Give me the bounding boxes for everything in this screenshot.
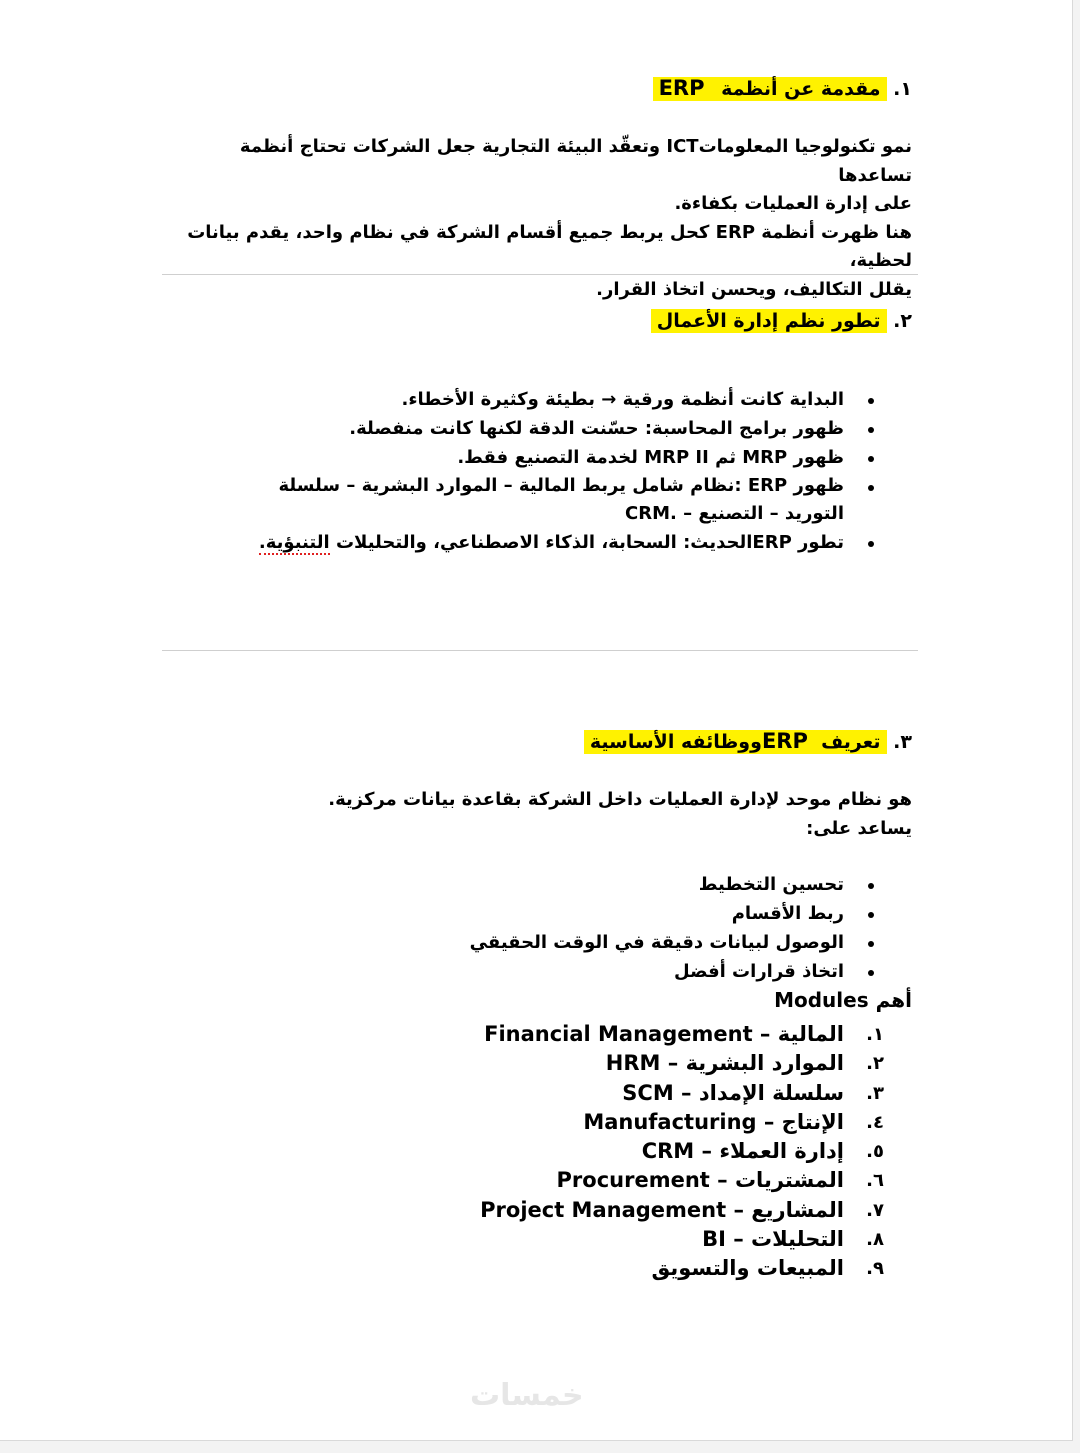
module-item: ١. المالية – Financial Management [484, 1022, 884, 1046]
paragraph-line: نمو تكنولوجيا المعلوماتICT وتعقّد البيئة التجارية جعل الشركات تحتاج أنظمة تساعدها [239, 136, 912, 186]
module-item: ٢. الموارد البشرية – HRM [605, 1051, 884, 1076]
paragraph-line: هنا ظهرت أنظمة ERP كحل يربط جميع أقسام الشركة في نظام واحد، يقدم بيانات لحظية، [187, 221, 912, 271]
bullet-item: ظهور ERP :نظام شامل يربط المالية – الموارد البشرية – سلسلة التوريد – التصنيع – .CRM [224, 472, 874, 528]
module-item: ٨. التحليلات – BI [702, 1227, 884, 1252]
section-2-number: ٢. [893, 310, 912, 332]
modules-heading [774, 986, 912, 1014]
benefits-list [374, 870, 874, 986]
bullet-item: تطور ERPالحديث: السحابة، الذكاء الاصطناعي، والتحليلات التنبؤية. [174, 528, 874, 557]
section-1-heading-text: مقدمة عن أنظمة ERP [653, 77, 887, 101]
modules-list [264, 1020, 884, 1284]
section-1-paragraph [172, 133, 912, 304]
benefit-item: اتخاذ قرارات أفضل [374, 957, 874, 986]
section-3-heading-erp: ERP [761, 729, 808, 753]
module-item: ٣. سلسلة الإمداد – SCM [622, 1080, 884, 1105]
section-divider [162, 650, 918, 651]
benefit-item: تحسين التخطيط [374, 870, 874, 899]
section-divider [162, 274, 918, 275]
bullet-item: ظهور برامج المحاسبة: حسّنت الدقة لكنها كانت منفصلة. [174, 414, 874, 443]
benefit-item: ربط الأقسام [374, 899, 874, 928]
section-1-heading [653, 74, 912, 103]
helps-label: يساعد على: [806, 817, 912, 839]
module-item: ٧. المشاريع – Project Management [480, 1197, 884, 1222]
bullet-item: البداية كانت أنظمة ورقية → بطيئة وكثيرة الأخطاء. [174, 385, 874, 414]
watermark: خمسات [470, 1378, 584, 1413]
section-3-definition [172, 786, 912, 843]
benefit-item: الوصول لبيانات دقيقة في الوقت الحقيقي [374, 928, 874, 957]
module-item: ٥. إدارة العملاء – CRM [641, 1139, 884, 1164]
section-1-number: ١. [893, 78, 912, 100]
modules-heading-ar: أهم [875, 988, 912, 1012]
module-item: ٩. المبيعات والتسويق [651, 1256, 884, 1281]
paragraph-line: على إدارة العمليات بكفاءة. [674, 193, 912, 214]
module-item: ٤. الإنتاج – Manufacturing [583, 1109, 884, 1134]
section-2-heading [651, 307, 912, 335]
section-3-number: ٣. [893, 731, 912, 753]
spellcheck-underlined-word: التنبؤية. [258, 532, 330, 553]
section-2-heading-text: تطور نظم إدارة الأعمال [651, 309, 887, 333]
section-3-heading-text: تعريف ERPووظائفه الأساسية [584, 730, 887, 754]
bullet-item: ظهور MRP ثم MRP II لخدمة التصنيع فقط. [174, 443, 874, 472]
paragraph-line: يقلل التكاليف، ويحسن اتخاذ القرار. [596, 278, 912, 300]
section-1-heading-erp: ERP [658, 76, 705, 100]
section-3-heading [584, 727, 912, 756]
section-2-bullet-list [174, 385, 874, 557]
definition-line: هو نظام موحد لإدارة العمليات داخل الشركة بقاعدة بيانات مركزية. [328, 789, 912, 810]
modules-heading-en: Modules [774, 988, 869, 1012]
module-item: ٦. المشتريات – Procurement [556, 1168, 884, 1193]
